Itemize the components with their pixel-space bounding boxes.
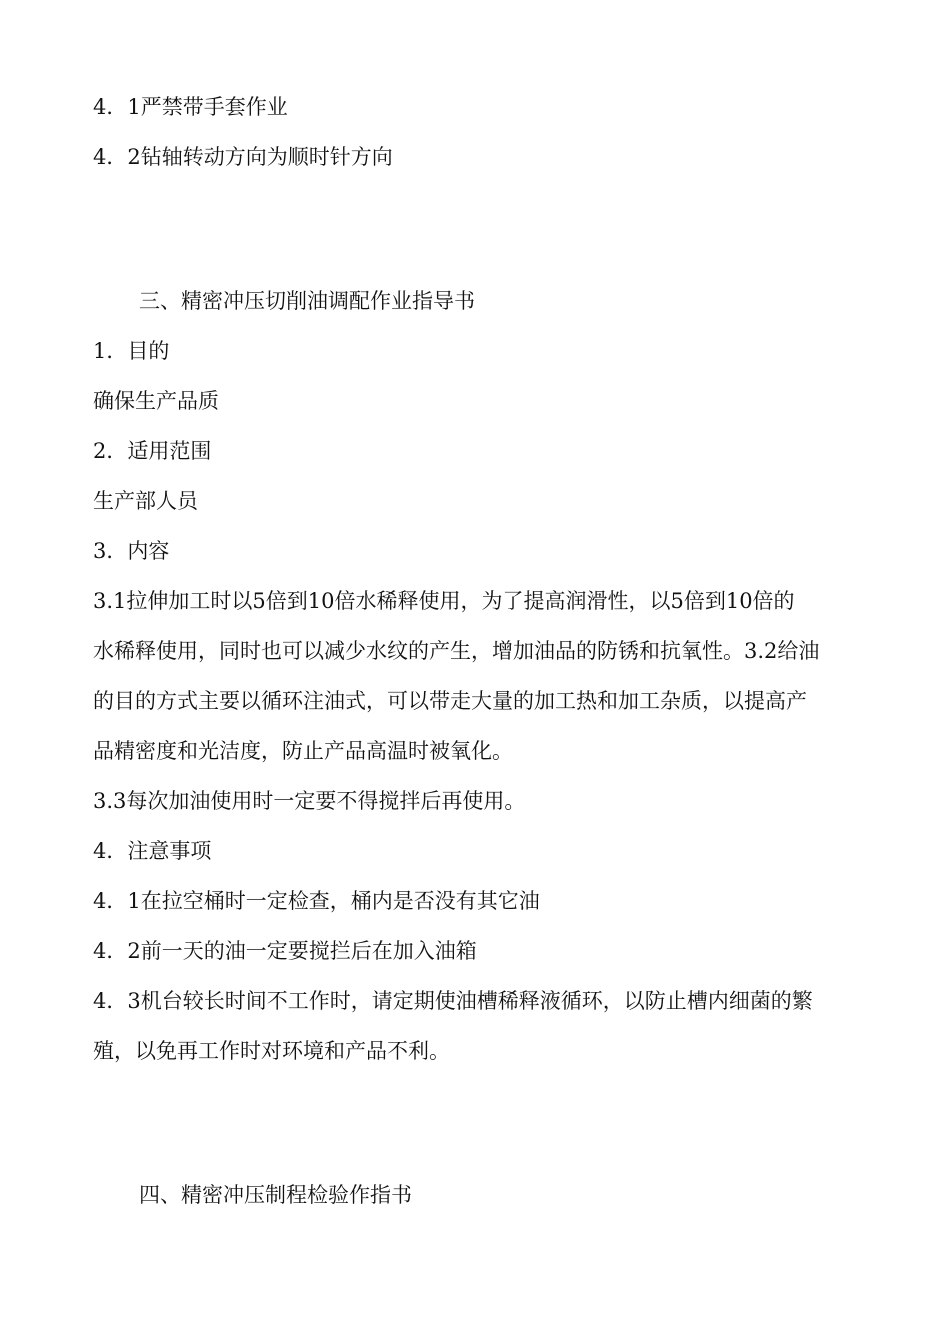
note-4-2: 4．2前一天的油一定要搅拦后在加入油箱 — [93, 939, 477, 963]
purpose-heading: 1．目的 — [93, 339, 170, 363]
notes-heading: 4．注意事项 — [93, 839, 212, 863]
scope-heading: 2．适用范围 — [93, 439, 212, 463]
prev-item-4-1: 4．1严禁带手套作业 — [93, 95, 288, 119]
note-4-3 — [93, 976, 873, 1076]
section-3-title: 三、精密冲压切削油调配作业指导书 — [139, 289, 475, 313]
scope-text: 生产部人员 — [93, 489, 198, 513]
content-line: 的目的方式主要以循环注油式，可以带走大量的加工热和加工杂质，以提高产 — [93, 689, 807, 713]
section-4-title: 四、精密冲压制程检验作指书 — [139, 1183, 412, 1207]
purpose-text: 确保生产品质 — [93, 389, 219, 413]
content-line: 3.1拉伸加工时以5倍到10倍水稀释使用，为了提高润滑性，以5倍到10倍的 — [93, 589, 795, 613]
note-4-3-line: 4．3机台较长时间不工作时，请定期使油槽稀释液循环，以防止槽内细菌的繁 — [93, 989, 813, 1013]
content-line: 品精密度和光洁度，防止产品高温时被氧化。 — [93, 739, 513, 763]
content-line: 水稀释使用，同时也可以减少水纹的产生，增加油品的防锈和抗氧性。3.2给油 — [93, 639, 820, 663]
note-4-3-line: 殖，以免再工作时对环境和产品不利。 — [93, 1039, 450, 1063]
content-paragraph — [93, 576, 873, 776]
content-heading: 3．内容 — [93, 539, 170, 563]
note-4-1: 4．1在拉空桶时一定检查，桶内是否没有其它油 — [93, 889, 540, 913]
prev-item-4-2: 4．2钻轴转动方向为顺时针方向 — [93, 145, 393, 169]
content-3-3: 3.3每次加油使用时一定要不得搅拌后再使用。 — [93, 789, 526, 813]
